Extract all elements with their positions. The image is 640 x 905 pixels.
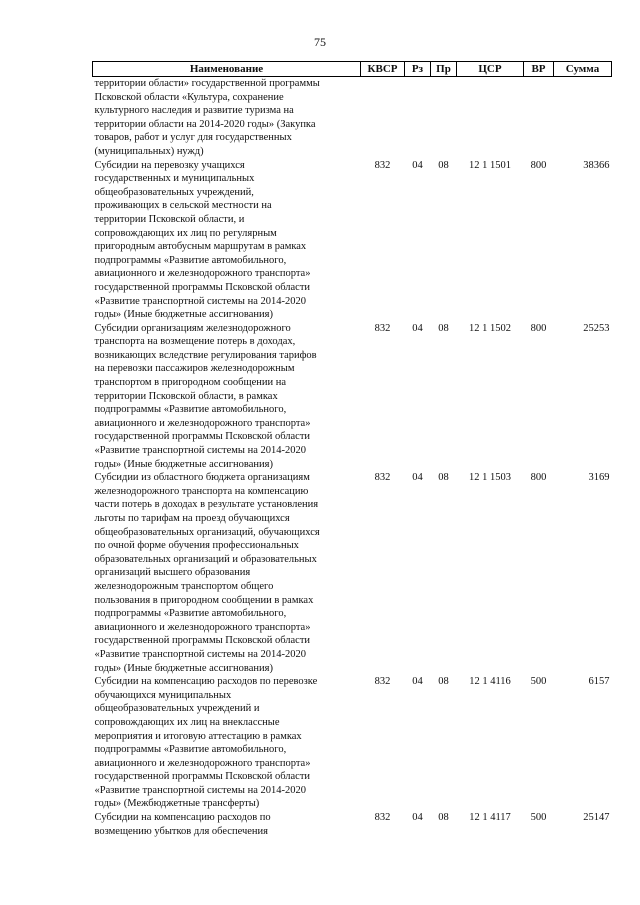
row-vr: 500 (530, 812, 547, 824)
header-name: Наименование (93, 62, 361, 77)
row-vr: 800 (530, 472, 547, 484)
row-name: территории области» государственной программы Псковской области «Культура, сохранение культурного наследия и развитие туризма на территории области на 2014-2020 годы» (Закупка товаров, работ и услуг для государственных (муниципальных) нужд) (94, 78, 320, 157)
row-rz: 04 (412, 676, 423, 688)
row-csr (457, 77, 524, 159)
row-csr: 12 1 4117 (469, 812, 511, 824)
row-vr: 800 (530, 159, 547, 171)
row-rz: 04 (412, 322, 423, 334)
row-name: Субсидии из областного бюджета организациям железнодорожного транспорта на компенсацию части потерь в доходах в результате установления льготы по тарифам на проезд обучающихся общеобразовательных организаций, обучающихся по очной форме обучения профессиональных образовательных организаций и образовательных организаций высшего образования железнодорожным транспортом общего пользования в пригородном сообщении в рамках подпрограммы «Развитие автомобильного, авиационного и железнодорожного транспорта» государственной программы Псковской области «Развитие транспортной системы на 2014-2020 годы» (Иные бюджетные ассигнования) (94, 472, 320, 674)
row-csr: 12 1 1501 (469, 159, 511, 171)
table-row (93, 675, 612, 811)
row-csr: 12 1 4116 (469, 676, 511, 688)
page-number: 75 (314, 35, 326, 49)
row-sum: 3169 (588, 472, 610, 484)
row-kvsr: 832 (374, 812, 391, 824)
table-header-row (93, 62, 612, 77)
header-csr: ЦСР (457, 62, 524, 77)
row-vr: 500 (530, 676, 547, 688)
row-kvsr: 832 (374, 322, 391, 334)
row-name: Субсидии на компенсацию расходов по перевозке обучающихся муниципальных общеобразовательных учреждений и сопровождающих их лиц на внеклассные мероприятия и итоговую аттестацию в рамках подпрограммы «Развитие автомобильного, авиационного и железнодорожного транспорта» государственной программы Псковской области «Развитие транспортной системы на 2014-2020 годы» (Межбюджетные трансферты) (94, 676, 318, 810)
header-vr: ВР (524, 62, 554, 77)
row-csr: 12 1 1502 (469, 322, 511, 334)
budget-table (92, 61, 612, 838)
row-pr: 08 (438, 676, 449, 688)
row-pr: 08 (438, 159, 449, 171)
row-name: Субсидии на компенсацию расходов по возмещению убытков для обеспечения (94, 812, 271, 837)
row-pr: 08 (438, 322, 449, 334)
table-row (93, 322, 612, 472)
header-kvsr: КВСР (361, 62, 405, 77)
row-sum (554, 77, 612, 159)
row-kvsr: 832 (374, 676, 391, 688)
row-rz (405, 77, 431, 159)
header-pr: Пр (431, 62, 457, 77)
row-kvsr (361, 77, 405, 159)
table-row (93, 159, 612, 322)
table-row (93, 811, 612, 838)
table-row (93, 471, 612, 675)
row-name: Субсидии на перевозку учащихся государственных и муниципальных общеобразовательных учреждений, проживающих в сельской местности на территории Псковской области, и сопровождающих их лиц по регулярным пригородным автобусным маршрутам в рамках подпрограммы «Развитие автомобильного, авиационного и железнодорожного транспорта» государственной программы Псковской области «Развитие транспортной системы на 2014-2020 годы» (Иные бюджетные ассигнования) (94, 159, 311, 321)
row-sum: 6157 (588, 676, 610, 688)
row-sum: 25147 (583, 812, 610, 824)
row-rz: 04 (412, 159, 423, 171)
row-vr (524, 77, 554, 159)
header-sum: Сумма (554, 62, 612, 77)
table-row (93, 77, 612, 159)
row-kvsr: 832 (374, 472, 391, 484)
row-rz: 04 (412, 812, 423, 824)
row-pr (431, 77, 457, 159)
header-rz: Рз (405, 62, 431, 77)
row-sum: 25253 (583, 322, 610, 334)
row-rz: 04 (412, 472, 423, 484)
row-pr: 08 (438, 472, 449, 484)
row-csr: 12 1 1503 (469, 472, 511, 484)
row-pr: 08 (438, 812, 449, 824)
row-name: Субсидии организациям железнодорожного транспорта на возмещение потерь в доходах, возникающих вследствие регулирования тарифов на перевозки пассажиров железнодорожным транспортом в пригородном сообщении на территории Псковской области, в рамках подпрограммы «Развитие автомобильного, авиационного и железнодорожного транспорта» государственной программы Псковской области «Развитие транспортной системы на 2014-2020 годы» (Иные бюджетные ассигнования) (94, 322, 317, 470)
row-kvsr: 832 (374, 159, 391, 171)
row-sum: 38366 (583, 159, 610, 171)
row-vr: 800 (530, 322, 547, 334)
